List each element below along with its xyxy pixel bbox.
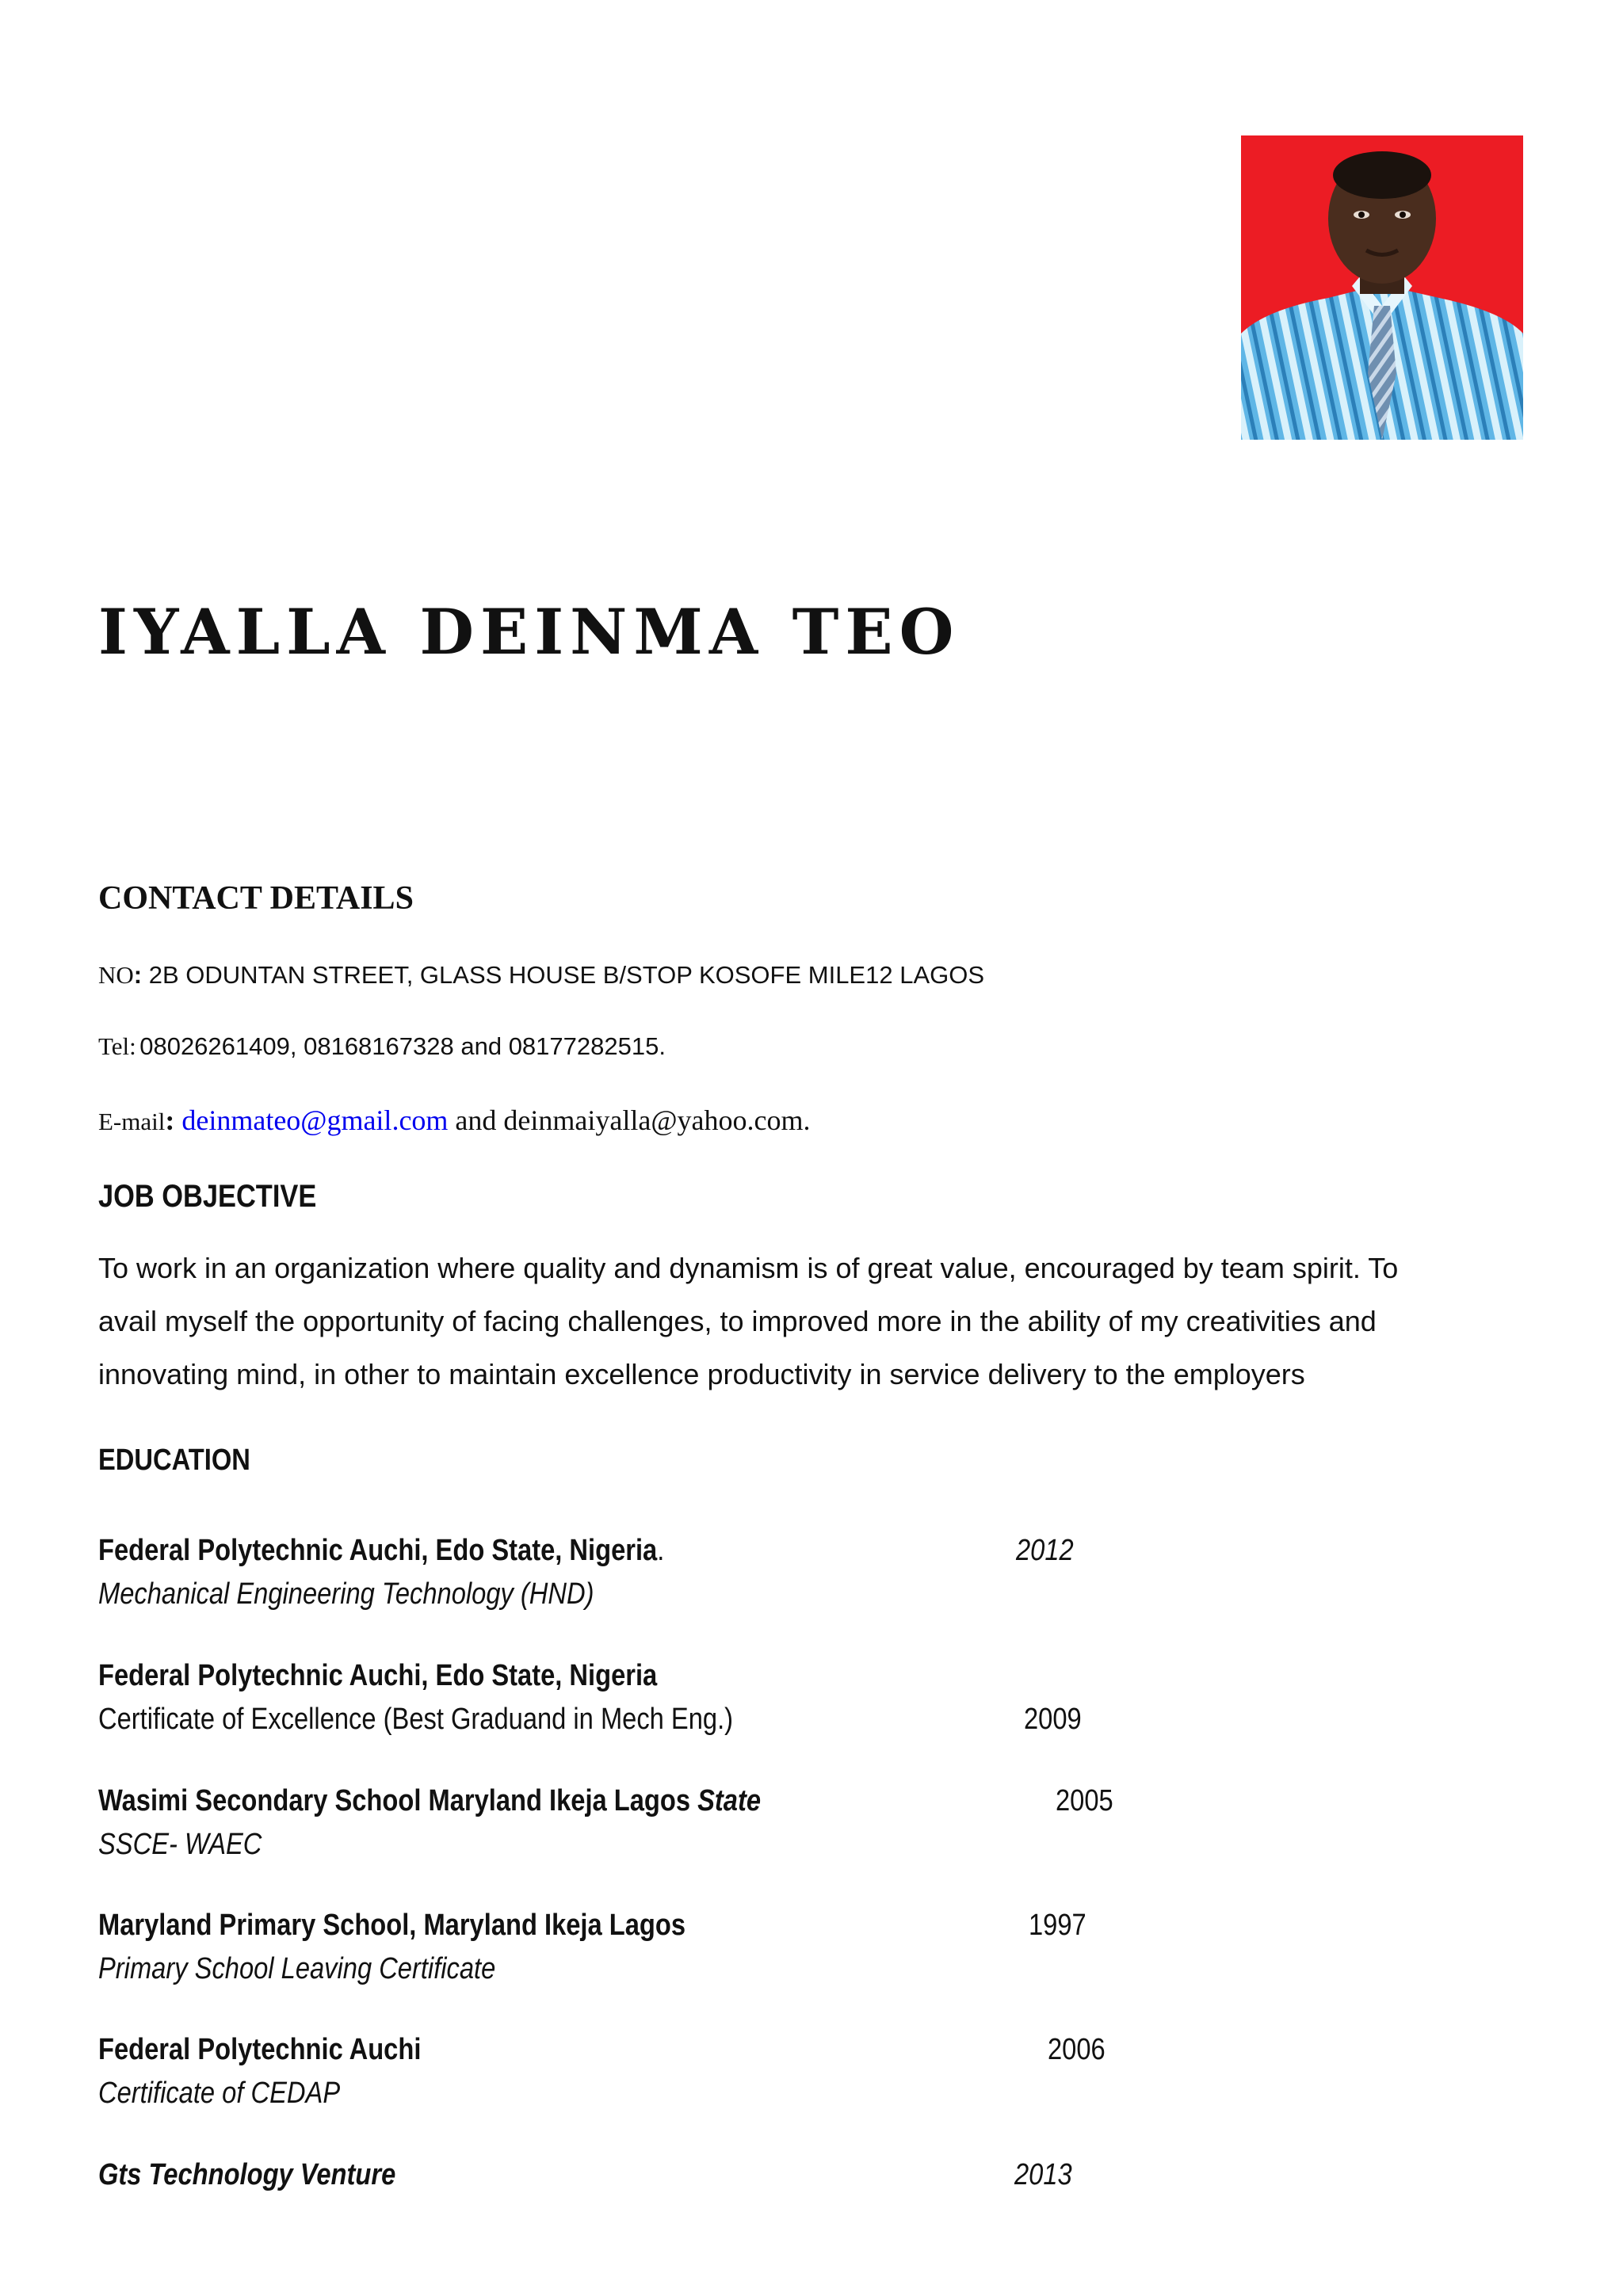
email-label: E-mail [98,1108,166,1135]
telephone-row [98,1032,666,1061]
objective-line: innovating mind, in other to maintain excellence productivity in service delivery to the employers [98,1358,1305,1390]
education-year: 2009 [1024,1703,1082,1736]
education-year: 1997 [1029,1909,1086,1942]
address-label: NO [98,961,134,989]
objective-line: avail myself the opportunity of facing challenges, to improved more in the ability of my creativities and [98,1305,1377,1337]
address-colon: : [133,961,149,989]
telephone-value: 08026261409, 08168167328 and 08177282515. [139,1032,666,1060]
address-row [98,961,984,990]
education-year: 2013 [1014,2158,1072,2191]
education-detail: Primary School Leaving Certificate [98,1952,496,1985]
objective-line: To work in an organization where quality and dynamism is of great value, encouraged by team spirit. To [98,1252,1399,1284]
education-detail: Mechanical Engineering Technology (HND) [98,1577,594,1611]
education-institution: Gts Technology Venture [98,2158,396,2191]
email-joiner: and [455,1104,497,1136]
email-secondary: deinmaiyalla@yahoo.com. [503,1104,811,1136]
education-institution: Federal Polytechnic Auchi, Edo State, Nigeria [98,1659,658,1692]
institution-tail: State [697,1784,762,1817]
education-year: 2006 [1048,2033,1106,2066]
education-institution: Maryland Primary School, Maryland Ikeja Lagos [98,1909,685,1942]
institution-name: Wasimi Secondary School Maryland Ikeja Lagos [98,1784,691,1817]
institution-tail: . [657,1534,665,1567]
education-detail: Certificate of Excellence (Best Graduand in Mech Eng.) [98,1703,734,1736]
education-year: 2005 [1056,1784,1113,1817]
email-colon: : [165,1104,182,1136]
education-year: 2012 [1016,1534,1074,1567]
education-detail: Certificate of CEDAP [98,2077,341,2110]
contact-details-heading: CONTACT DETAILS [98,880,414,917]
email-link-primary[interactable]: deinmateo@gmail.com [181,1104,449,1136]
telephone-label: Tel: [98,1032,136,1060]
education-institution: Federal Polytechnic Auchi [98,2033,422,2066]
address-value: 2B ODUNTAN STREET, GLASS HOUSE B/STOP KOSOFE MILE12 LAGOS [148,961,985,989]
job-objective-heading: JOB OBJECTIVE [98,1179,317,1214]
email-row [98,1104,810,1137]
education-institution [98,1784,761,1818]
institution-name: Federal Polytechnic Auchi, Edo State, Nigeria [98,1534,658,1567]
profile-photo-illustration [1241,135,1523,440]
profile-photo [1241,135,1523,440]
education-institution [98,1534,664,1568]
candidate-name: IYALLA DEINMA TEO [98,595,960,669]
education-heading: EDUCATION [98,1444,250,1477]
education-detail: SSCE- WAEC [98,1828,262,1861]
